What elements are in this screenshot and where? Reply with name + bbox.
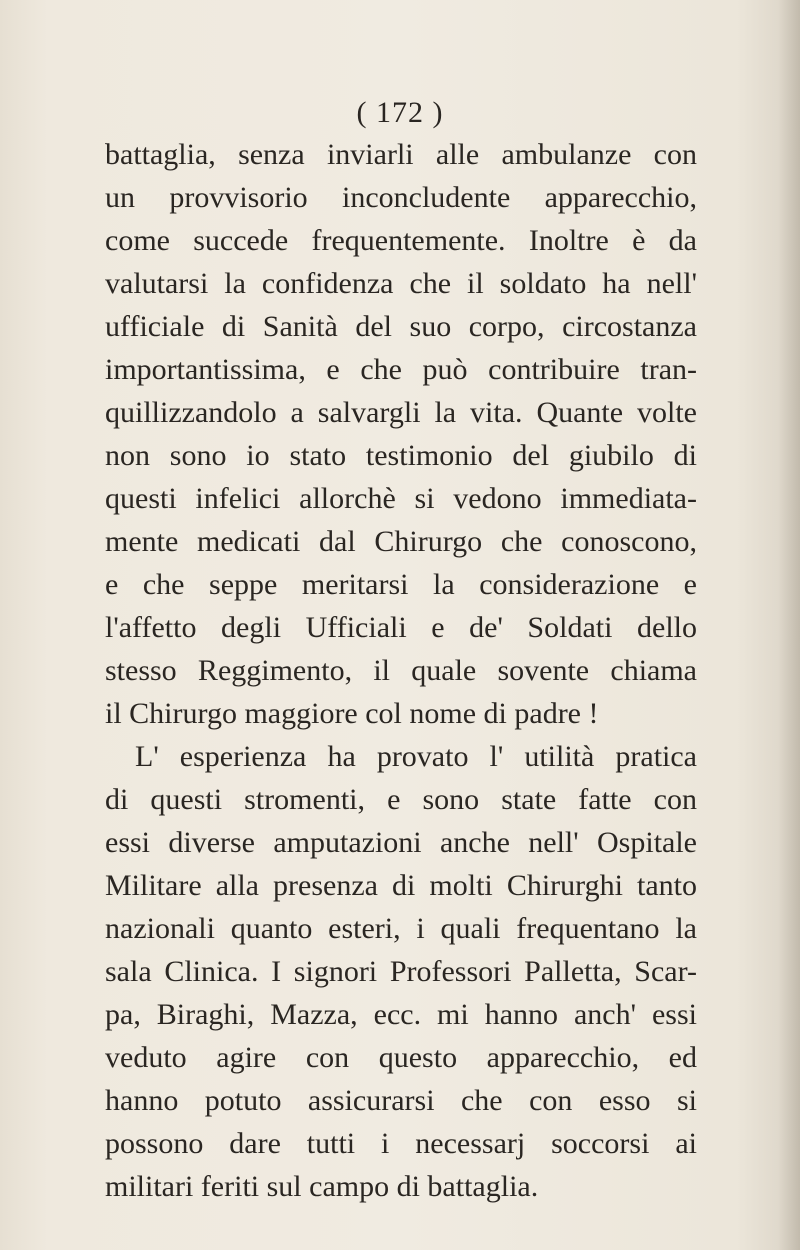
text-line: pa, Biraghi, Mazza, ecc. mi hanno anch' essi	[105, 998, 697, 1031]
text-line: come succede frequentemente. Inoltre è da	[105, 224, 697, 257]
text-line: possono dare tutti i necessarj soccorsi ai	[105, 1127, 697, 1160]
text-line: ufficiale di Sanità del suo corpo, circostanza	[105, 310, 697, 343]
text-line: e che seppe meritarsi la considerazione e	[105, 568, 697, 601]
page-number: ( 172 )	[356, 96, 444, 129]
text-line: veduto agire con questo apparecchio, ed	[105, 1041, 697, 1074]
body-text	[105, 133, 697, 1208]
paragraph-start-line: L' esperienza ha provato l' utilità pratica	[135, 740, 697, 773]
text-line: nazionali quanto esteri, i quali frequentano la	[105, 912, 697, 945]
text-line: mente medicati dal Chirurgo che conoscono,	[105, 525, 697, 558]
text-line: di questi stromenti, e sono state fatte con	[105, 783, 697, 816]
text-line: non sono io stato testimonio del giubilo di	[105, 439, 697, 472]
text-line: valutarsi la confidenza che il soldato ha nell'	[105, 267, 697, 300]
text-line: il Chirurgo maggiore col nome di padre !	[105, 697, 599, 730]
text-line: l'affetto degli Ufficiali e de' Soldati dello	[105, 611, 697, 644]
text-line: battaglia, senza inviarli alle ambulanze con	[105, 138, 697, 171]
page-edge-shadow	[778, 0, 800, 1250]
text-line: sala Clinica. I signori Professori Palletta, Scar-	[105, 955, 697, 988]
text-line: essi diverse amputazioni anche nell' Ospitale	[105, 826, 697, 859]
text-line: quillizzandolo a salvargli la vita. Quante volte	[105, 396, 697, 429]
text-line: stesso Reggimento, il quale sovente chiama	[105, 654, 697, 687]
text-line: hanno potuto assicurarsi che con esso si	[105, 1084, 697, 1117]
text-line: Militare alla presenza di molti Chirurghi tanto	[105, 869, 697, 902]
text-line: questi infelici allorchè si vedono immediata-	[105, 482, 697, 515]
text-line: importantissima, e che può contribuire tran-	[105, 353, 697, 386]
text-line: militari feriti sul campo di battaglia.	[105, 1170, 539, 1203]
text-line: un provvisorio inconcludente apparecchio,	[105, 181, 697, 214]
